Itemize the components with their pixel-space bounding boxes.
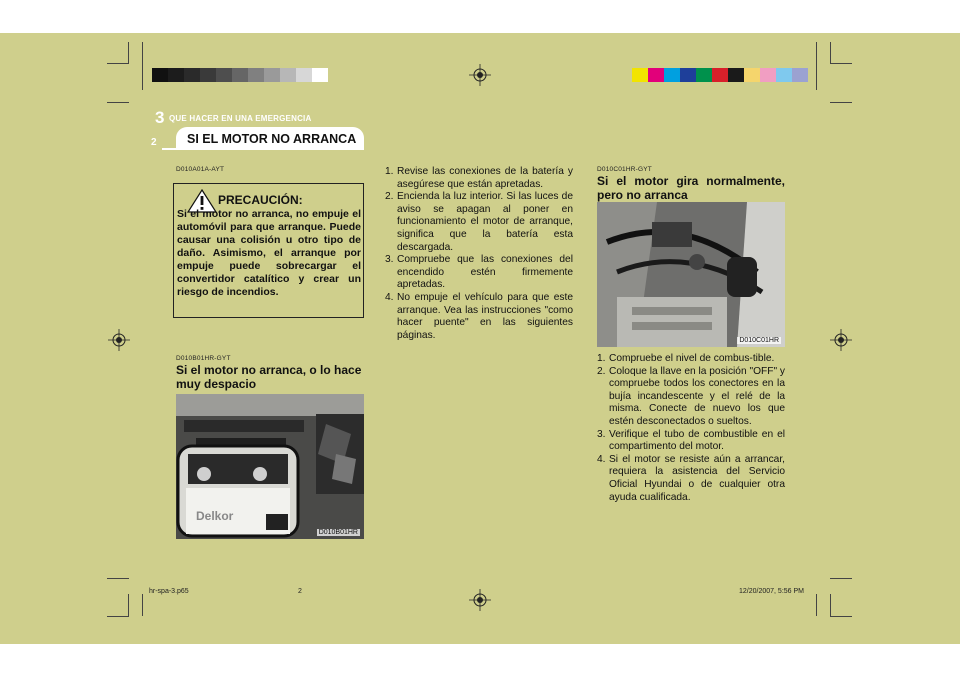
warning-text: Si el motor no arranca, no empuje el automóvil para que arranque. Puede causar una colisión u otro tipo de daño. Asimismo, el arranque por empuje puede sobrecargar el convertidor catalítico y crear un riesgo de incendios. bbox=[177, 208, 361, 298]
step-text: Compruebe que las conexiones del encendido estén firmemente apretadas. bbox=[397, 254, 573, 291]
step-number: 3. bbox=[385, 254, 394, 266]
step-text: No empuje el vehículo para que este arranque. Vea las instrucciones "como hacer puente" en las siguientes páginas. bbox=[397, 291, 573, 341]
registration-mark-icon bbox=[830, 329, 852, 351]
step-number: 4. bbox=[385, 291, 394, 303]
footer-page-number: 2 bbox=[298, 588, 302, 595]
step-number: 1. bbox=[385, 166, 394, 177]
grayscale-calibration-bar bbox=[152, 68, 328, 82]
crop-mark bbox=[830, 594, 831, 616]
calibration-swatch bbox=[312, 68, 328, 82]
calibration-swatch bbox=[152, 68, 168, 82]
calibration-swatch bbox=[248, 68, 264, 82]
calibration-swatch bbox=[792, 68, 808, 82]
step-text: Coloque la llave en la posición "OFF" y compruebe todos los conectores en la bujía incandescente y el relé de la misma. Conecte de nuevo los que estén desconectados o sueltos. bbox=[609, 365, 785, 427]
figure-label: D010B01HR bbox=[318, 529, 358, 536]
step-text: Revise las conexiones de la batería y asegúrese que están apretadas. bbox=[397, 166, 573, 190]
calibration-swatch bbox=[664, 68, 680, 82]
crop-mark bbox=[816, 594, 817, 616]
calibration-swatch bbox=[216, 68, 232, 82]
crop-mark bbox=[128, 42, 129, 64]
battery-brand-text: Delkor bbox=[196, 509, 234, 523]
file-name: hr-spa-3.p65 bbox=[149, 588, 189, 595]
section-number: 3 bbox=[155, 108, 165, 127]
registration-mark-icon bbox=[469, 64, 491, 86]
calibration-swatch bbox=[712, 68, 728, 82]
header-rule bbox=[162, 148, 364, 150]
crop-mark bbox=[107, 578, 129, 579]
calibration-swatch bbox=[680, 68, 696, 82]
calibration-swatch bbox=[696, 68, 712, 82]
list-item bbox=[597, 366, 785, 429]
warning-code: D010A01A-AYT bbox=[176, 166, 225, 173]
crop-mark bbox=[128, 594, 129, 616]
crop-mark bbox=[830, 102, 852, 103]
list-item bbox=[385, 254, 573, 292]
list-item bbox=[597, 454, 785, 504]
crop-mark bbox=[830, 42, 831, 64]
footer-timestamp: 12/20/2007, 5:56 PM bbox=[739, 588, 804, 595]
calibration-swatch bbox=[744, 68, 760, 82]
crop-mark bbox=[107, 616, 129, 617]
list-item bbox=[385, 191, 573, 254]
section-heading: Si el motor no arranca, o lo hace muy despacio bbox=[176, 363, 362, 391]
battery-photo-illustration bbox=[176, 394, 364, 539]
section-heading: Si el motor gira normalmente, pero no arranca bbox=[597, 174, 785, 202]
calibration-swatch bbox=[296, 68, 312, 82]
step-text: Encienda la luz interior. Si las luces de aviso se apagan al poner en funcionamiento el motor de arranque, significa que la batería esta descargada. bbox=[397, 191, 573, 253]
crop-mark bbox=[830, 616, 852, 617]
warning-box bbox=[173, 183, 364, 318]
check-steps-list bbox=[597, 353, 785, 504]
warning-title: PRECAUCIÓN: bbox=[218, 193, 303, 207]
step-text: Si el motor se resiste aún a arrancar, requiera la asistencia del Servicio Oficial Hyundai o de cualquier otra ayuda cualificada. bbox=[609, 453, 785, 503]
calibration-swatch bbox=[184, 68, 200, 82]
list-item bbox=[597, 429, 785, 454]
color-calibration-bar bbox=[632, 68, 808, 82]
calibration-swatch bbox=[728, 68, 744, 82]
step-text: Compruebe el nivel de combus-tible. bbox=[609, 353, 775, 364]
calibration-swatch bbox=[200, 68, 216, 82]
bottom-margin bbox=[0, 644, 960, 678]
engine-photo-illustration bbox=[597, 202, 785, 347]
calibration-swatch bbox=[232, 68, 248, 82]
step-number: 1. bbox=[597, 353, 606, 364]
calibration-swatch bbox=[168, 68, 184, 82]
list-item bbox=[385, 292, 573, 342]
step-text: Verifique el tubo de combustible en el compartimento del motor. bbox=[609, 428, 785, 453]
registration-mark-icon bbox=[469, 589, 491, 611]
list-item bbox=[597, 353, 785, 366]
calibration-swatch bbox=[632, 68, 648, 82]
crop-mark bbox=[142, 42, 143, 90]
engine-photo bbox=[597, 202, 785, 347]
calibration-swatch bbox=[760, 68, 776, 82]
calibration-swatch bbox=[280, 68, 296, 82]
step-number: 4. bbox=[597, 453, 606, 465]
crop-mark bbox=[107, 102, 129, 103]
step-number: 2. bbox=[597, 365, 606, 377]
registration-mark-icon bbox=[108, 329, 130, 351]
crop-mark bbox=[142, 594, 143, 616]
page-number: 2 bbox=[151, 137, 157, 148]
list-item bbox=[385, 166, 573, 191]
battery-photo bbox=[176, 394, 364, 539]
section-code: D010C01HR-GYT bbox=[597, 166, 652, 173]
calibration-swatch bbox=[776, 68, 792, 82]
step-number: 2. bbox=[385, 191, 394, 203]
calibration-swatch bbox=[264, 68, 280, 82]
crop-mark bbox=[107, 63, 129, 64]
section-title: QUE HACER EN UNA EMERGENCIA bbox=[169, 114, 312, 123]
section-code: D010B01HR-GYT bbox=[176, 355, 231, 362]
calibration-swatch bbox=[648, 68, 664, 82]
crop-mark bbox=[830, 578, 852, 579]
crop-mark bbox=[830, 63, 852, 64]
figure-label: D010C01HR bbox=[739, 337, 779, 344]
step-number: 3. bbox=[597, 428, 606, 440]
check-steps-list bbox=[385, 166, 573, 342]
crop-mark bbox=[816, 42, 817, 90]
tab-title: SI EL MOTOR NO ARRANCA bbox=[187, 132, 357, 146]
